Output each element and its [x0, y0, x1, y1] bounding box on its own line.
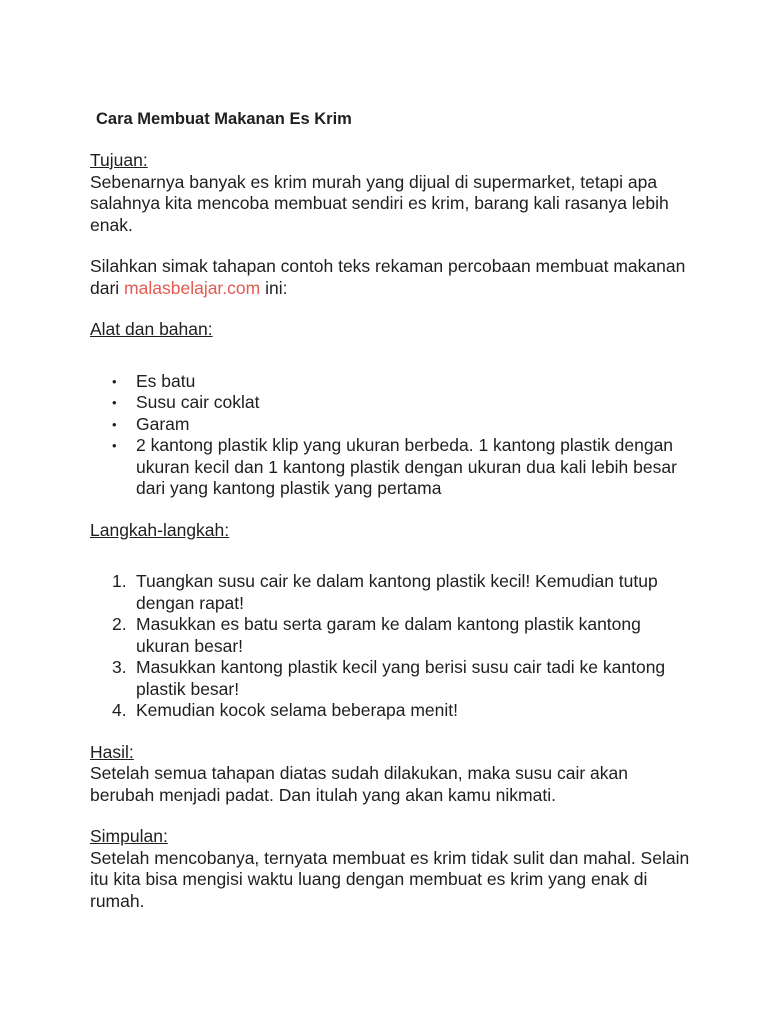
document-title: Cara Membuat Makanan Es Krim	[96, 110, 352, 128]
list-item: • Es batu	[136, 371, 690, 393]
intro-text: Silahkan simak tahapan contoh teks rekaman percobaan membuat makanan dari	[90, 256, 686, 298]
list-item: • Susu cair coklat	[136, 392, 690, 414]
tujuan-heading: Tujuan:	[90, 150, 148, 170]
tujuan-section	[90, 150, 690, 236]
step-item	[112, 657, 690, 700]
tujuan-text: Sebenarnya banyak es krim murah yang dijual di supermarket, tetapi apa salahnya kita mencoba membuat sendiri es krim, barang kali rasanya lebih enak.	[90, 171, 669, 235]
step-item	[112, 700, 690, 722]
alat-heading: Alat dan bahan:	[90, 319, 213, 339]
step-number: 1.	[112, 571, 127, 591]
document-page	[90, 108, 690, 932]
step-text: Masukkan kantong plastik kecil yang berisi susu cair tadi ke kantong plastik besar!	[136, 657, 666, 699]
langkah-list	[90, 571, 690, 722]
source-link[interactable]: malasbelajar.com	[124, 277, 261, 298]
list-item: • Garam	[136, 414, 690, 436]
simpulan-text: Setelah mencobanya, ternyata membuat es krim tidak sulit dan mahal. Selain itu kita bisa mengisi waktu luang dengan membuat es krim yang enak di rumah.	[90, 847, 690, 911]
step-text: Kemudian kocok selama beberapa menit!	[136, 700, 458, 720]
step-number: 2.	[112, 614, 127, 634]
step-item	[112, 614, 690, 657]
alat-list	[90, 371, 690, 500]
intro-section	[90, 256, 690, 299]
langkah-heading: Langkah-langkah:	[90, 519, 230, 540]
hasil-text: Setelah semua tahapan diatas sudah dilakukan, maka susu cair akan berubah menjadi padat. Dan itulah yang akan kamu nikmati.	[90, 763, 628, 805]
hasil-heading: Hasil:	[90, 741, 134, 762]
hasil-section	[90, 742, 690, 807]
step-item	[112, 571, 690, 614]
step-text: Tuangkan susu cair ke dalam kantong plastik kecil! Kemudian tutup dengan rapat!	[136, 571, 658, 613]
list-item: • 2 kantong plastik klip yang ukuran berbeda. 1 kantong plastik dengan ukuran kecil dan 1 kantong plastik dengan ukuran dua kali lebih besar dari yang kantong plastik yang pertama	[136, 435, 690, 500]
step-number: 3.	[112, 657, 127, 677]
simpulan-heading: Simpulan:	[90, 826, 168, 846]
step-number: 4.	[112, 700, 127, 720]
intro-paragraph	[90, 256, 690, 299]
step-text: Masukkan es batu serta garam ke dalam kantong plastik kantong ukuran besar!	[136, 614, 641, 656]
intro-text-end: ini:	[260, 277, 288, 298]
simpulan-section	[90, 826, 690, 912]
